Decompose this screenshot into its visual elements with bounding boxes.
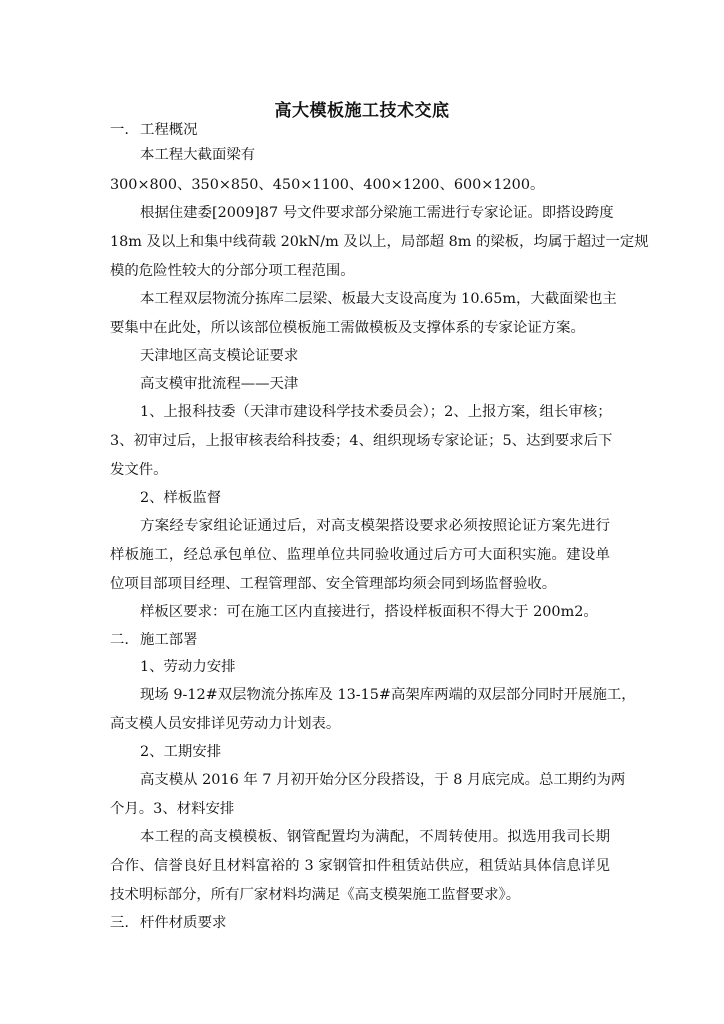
section-label: 杆件材质要求 bbox=[140, 915, 227, 931]
subheading: 高支模审批流程——天津 bbox=[140, 376, 299, 392]
section-heading-2 bbox=[110, 630, 198, 650]
paragraph-line: 模的危险性较大的分部分项工程范围。 bbox=[110, 263, 355, 279]
paragraph-line: 技术明标部分，所有厂家材料均满足《高支模架施工监督要求》。 bbox=[110, 887, 521, 903]
paragraph-line: 1、上报科技委（天津市建设科学技术委员会）；2、上报方案，组长审核； bbox=[140, 404, 612, 420]
section-number: 三. bbox=[110, 915, 129, 931]
paragraph-line: 要集中在此处，所以该部位模板施工需做模板及支撑体系的专家论证方案。 bbox=[110, 320, 585, 336]
paragraph-line: 18m 及以上和集中线荷载 20kN/m 及以上，局部超 8m 的梁板，均属于超过一定规 bbox=[110, 234, 649, 250]
paragraph-line: 现场 9-12#双层物流分拣库及 13-15#高架库两端的双层部分同时开展施工， bbox=[140, 687, 636, 703]
paragraph-line: 样板施工，经总承包单位、监理单位共同验收通过后方可大面积实施。建设单 bbox=[110, 547, 610, 563]
paragraph-line: 本工程的高支模模板、钢管配置均为满配，不周转使用。拟选用我司长期 bbox=[140, 829, 610, 845]
section-number: 二. bbox=[110, 632, 129, 648]
paragraph-line: 本工程双层物流分拣库二层梁、板最大支设高度为 10.65m，大截面梁也主 bbox=[140, 291, 617, 307]
section-label: 施工部署 bbox=[140, 632, 198, 648]
paragraph-line: 高支模人员安排详见劳动力计划表。 bbox=[110, 716, 341, 732]
section-label: 工程概况 bbox=[140, 122, 198, 138]
paragraph-line: 本工程大截面梁有 bbox=[140, 147, 256, 163]
subheading: 1、劳动力安排 bbox=[140, 659, 236, 675]
paragraph-line: 方案经专家组论证通过后，对高支模架搭设要求必须按照论证方案先进行 bbox=[140, 518, 610, 534]
paragraph-line: 样板区要求：可在施工区内直接进行，搭设样板面积不得大于 200m2。 bbox=[140, 604, 598, 620]
paragraph-line: 发文件。 bbox=[110, 462, 168, 478]
paragraph-line: 高支模从 2016 年 7 月初开始分区分段搭设，于 8 月底完成。总工期约为两 bbox=[140, 772, 626, 788]
subheading: 2、样板监督 bbox=[140, 490, 222, 506]
document-title: 高大模板施工技术交底 bbox=[274, 101, 450, 121]
subheading: 2、工期安排 bbox=[140, 744, 222, 760]
paragraph-line: 合作、信誉良好且材料富裕的 3 家钢管扣件租赁站供应，租赁站具体信息详见 bbox=[110, 858, 610, 874]
paragraph-line: 根据住建委[2009]87 号文件要求部分梁施工需进行专家论证。即搭设跨度 bbox=[140, 205, 614, 221]
subheading: 天津地区高支模论证要求 bbox=[140, 348, 299, 364]
paragraph-line: 位项目部项目经理、工程管理部、安全管理部均须会同到场监督验收。 bbox=[110, 576, 557, 592]
section-number: 一. bbox=[110, 122, 129, 138]
paragraph-line: 个月。3、材料安排 bbox=[110, 801, 235, 817]
section-heading-3 bbox=[110, 913, 226, 933]
section-heading-1 bbox=[110, 120, 198, 140]
paragraph-line: 300×800、350×850、450×1100、400×1200、600×1200。 bbox=[110, 177, 545, 193]
paragraph-line: 3、初审过后，上报审核表给科技委；4、组织现场专家论证；5、达到要求后下 bbox=[110, 433, 613, 449]
